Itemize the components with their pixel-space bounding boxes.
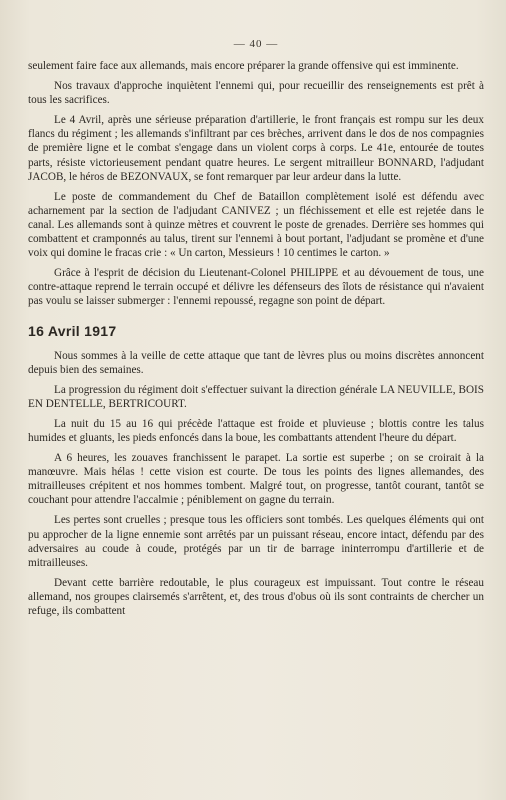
paragraph: Devant cette barrière redoutable, le plus courageux est impuissant. Tout contre le réseau allemand, nos groupes clairsemés s'arrêtent, et, des trous d'obus où ils sont contraints de chercher un refuge, ils combattent [28,576,484,617]
text-section-bottom [28,349,484,619]
paragraph: La progression du régiment doit s'effectuer suivant la direction générale LA NEUVILLE, BOIS EN DENTELLE, BERTRICOURT. [28,383,484,410]
section-heading: 16 Avril 1917 [28,322,117,339]
paragraph: Grâce à l'esprit de décision du Lieutenant-Colonel PHILIPPE et au dévouement de tous, une contre-attaque reprend le terrain occupé et délivre les défenseurs des îlots de résistance qui n'avaient pas voulu se laisser submerger : l'ennemi repoussé, regagne son point de départ. [28,267,484,308]
paragraph: seulement faire face aux allemands, mais encore préparer la grande offensive qui est imminente. [28,60,459,72]
text-section-top [28,59,484,309]
page-number: — 40 — [233,38,279,50]
paragraph: Le 4 Avril, après une sérieuse préparation d'artillerie, le front français est rompu sur les deux flancs du régiment ; les allemands s'infiltrant par ces brèches, arrivent dans le dos de nos compagnies de première ligne et le combat s'engage dans un violent corps à corps. Le 41e, entourée de toutes parts, résiste victorieusement pendant quatre heures. Le sergent mitrailleur BONNARD, l'adjudant JACOB, le héros de BEZONVAUX, se font remarquer par leur ardeur dans la lutte. [28,114,484,183]
paragraph: Nos travaux d'approche inquiètent l'ennemi qui, pour recueillir des renseignements est prêt à tous les sacrifices. [28,80,484,107]
paragraph: Nous sommes à la veille de cette attaque que tant de lèvres plus ou moins discrètes annoncent depuis bien des semaines. [28,349,484,376]
paragraph: A 6 heures, les zouaves franchissent le parapet. La sortie est superbe ; on se croirait à la manœuvre. Mais hélas ! cette vision est courte. De tous les points des lignes allemandes, des mitrailleuses crépitent et nos hommes tombent. Malgré tout, on progresse, tantôt courant, tantôt se couchant pour attendre l'accalmie ; péniblement on gagne du terrain. [28,452,484,507]
paragraph: Le poste de commandement du Chef de Bataillon complètement isolé est défendu avec acharnement par la section de l'adjudant CANIVEZ ; un fléchissement et elle est rejetée dans le canal. Les allemands sont à quinze mètres et couvrent le poste de grenades. Derrière ses hommes qui combattent et cramponnés au talus, tirent sur l'ennemi à bout portant, l'adjudant se promène et d'une voix qui domine le fracas crie : « Un carton, Messieurs ! 10 centimes le carton. » [28,190,484,260]
paragraph: Les pertes sont cruelles ; presque tous les officiers sont tombés. Les quelques éléments qui ont pu approcher de la ligne ennemie sont arrêtés par un puissant réseau, encore intact, défendu par des adversaires au coude à coude, protégés par un tir de barrage ininterrompu d'artillerie et de mitrailleuses. [28,514,484,569]
paragraph: La nuit du 15 au 16 qui précède l'attaque est froide et pluvieuse ; blottis contre les talus humides et gluants, les pieds enfoncés dans la boue, les combattants attendent l'heure du départ. [28,417,484,444]
